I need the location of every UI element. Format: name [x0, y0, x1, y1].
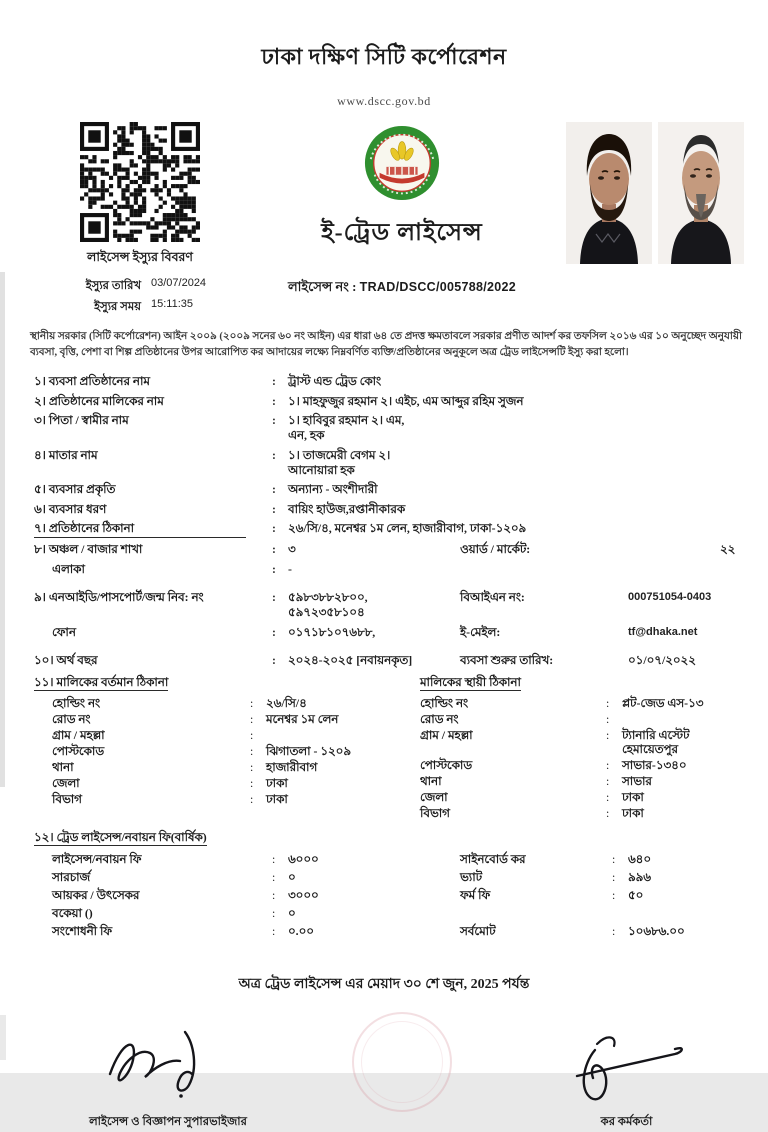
current-address-table	[34, 673, 420, 822]
colon: :	[272, 542, 276, 557]
field-num: ১০।	[34, 652, 54, 667]
field-num: ৫।	[34, 482, 46, 497]
supervisor-signature-caption: লাইসেন্স ও বিজ্ঞাপন সুপারভাইজার	[89, 1115, 247, 1128]
dscc-seal-icon	[363, 124, 441, 202]
current-address-title: ১১। মালিকের বর্তমান ঠিকানা	[34, 675, 169, 690]
field-num: ৬।	[34, 501, 46, 516]
colon: :	[352, 279, 357, 294]
colon: :	[272, 412, 276, 427]
field-num: ৩।	[34, 412, 46, 427]
address-row: গ্রাম / মহল্লা : ট্যানারি এস্টেট হেমায়েতপুর	[420, 727, 690, 757]
owner-photo-2	[658, 122, 744, 264]
round-stamp	[352, 1012, 452, 1112]
ward-market-value: ২২	[720, 542, 736, 557]
field-label: অঞ্চল / বাজার শাখা	[48, 542, 143, 557]
address-row: গ্রাম / মহল্লা :	[52, 727, 254, 742]
field-num: ৮।	[34, 542, 46, 557]
permanent-address-table	[420, 673, 744, 822]
address-row: হোল্ডিং নং : প্লট-জেড এস-১৩	[420, 696, 704, 711]
field-father-husband-name	[34, 413, 744, 444]
field-label: ব্যবসার প্রকৃতি	[48, 482, 116, 497]
fee-row-surcharge: সারচার্জ : ০ ভ্যাট : ৯৯৬	[52, 869, 651, 884]
field-label: ব্যবসার ধরণ	[48, 501, 107, 516]
field-business-nature	[34, 482, 744, 497]
nid-value-line2: ৫৯৭২৩৫৮১০৪	[288, 605, 365, 620]
supervisor-signature-block	[58, 1018, 278, 1132]
field-num: ২।	[34, 393, 46, 408]
colon: :	[272, 482, 276, 497]
field-label: অর্থ বছর	[56, 652, 98, 667]
colon: :	[272, 624, 276, 639]
field-value-line1: ১। তাজমেরী বেগম ২।	[288, 447, 391, 462]
issue-details-title: লাইসেন্স ইস্যুর বিবরণ	[87, 250, 193, 264]
colon: :	[272, 520, 276, 535]
business-start-value: ০১/০৭/২০২২	[628, 652, 696, 667]
tax-officer-signature-block	[539, 1018, 714, 1132]
owner-photos	[566, 122, 744, 264]
supervisor-signature-icon	[88, 1018, 248, 1106]
issue-time-label: ইস্যুর সময়	[94, 301, 141, 313]
issue-date-time	[49, 277, 231, 317]
address-row: থানা : হাজারীবাগ	[52, 759, 318, 774]
signature-row	[0, 1018, 768, 1132]
field-org-address	[34, 521, 744, 538]
address-row: রোড নং : মনেশ্বর ১ম লেন	[52, 712, 339, 727]
zone-value: ৩	[288, 542, 296, 557]
field-value-line1: ১। হাবিবুর রহমান ২। এম,	[288, 412, 405, 427]
phone-value: ০১৭১৮১০৭৬৮৮,	[288, 624, 376, 639]
address-row: রোড নং :	[420, 712, 610, 727]
address-row: জেলা : ঢাকা	[52, 775, 288, 790]
field-label: প্রতিষ্ঠানের মালিকের নাম	[48, 393, 164, 408]
phone-label: ফোন	[52, 624, 76, 639]
field-business-type	[34, 502, 744, 517]
fiscal-year-value: ২০২৪-২০২৫ [নবায়নকৃত]	[288, 652, 413, 667]
organization-title: ঢাকা দক্ষিণ সিটি কর্পোরেশন	[261, 44, 507, 69]
spacer	[34, 581, 744, 590]
address-row: পোস্টকোড : ঝিগাতলা - ১২০৯	[52, 743, 351, 758]
field-label: প্রতিষ্ঠানের ঠিকানা	[48, 520, 135, 535]
field-label: পিতা / স্বামীর নাম	[48, 412, 129, 427]
area-label: এলাকা	[52, 561, 85, 576]
business-start-label: ব্যবসা শুরুর তারিখ:	[460, 652, 554, 667]
field-value: ১। মাহফুজুর রহমান ২। এইচ, এম আব্দুর রহিম সুজন	[288, 393, 524, 408]
address-row: হোল্ডিং নং : ২৬/সি/৪	[52, 696, 307, 711]
field-value-line2: আনোয়ারা হক	[288, 462, 355, 477]
document-title: ই-ট্রেড লাইসেন্স	[321, 220, 483, 246]
address-row: থানা : সাভার	[420, 774, 652, 789]
field-business-name	[34, 374, 744, 389]
field-num: ১।	[34, 374, 46, 389]
permanent-address-title: মালিকের স্থায়ী ঠিকানা	[420, 675, 521, 690]
colon: :	[272, 447, 276, 462]
field-phone-email	[34, 625, 744, 640]
issue-details-block	[42, 122, 238, 317]
issue-date-label: ইস্যুর তারিখ	[85, 280, 141, 292]
field-fiscal-year	[34, 653, 744, 668]
field-num: ৯।	[34, 589, 46, 604]
email-value: tf@dhaka.net	[628, 625, 698, 638]
field-zone-ward	[34, 542, 744, 557]
scan-artifact	[0, 272, 5, 787]
field-num: ৪।	[34, 447, 46, 462]
field-area	[34, 562, 744, 577]
qr-code-icon	[80, 122, 200, 242]
colon: :	[272, 652, 276, 667]
issue-date-value: 03/07/2024	[151, 277, 207, 289]
license-number-value: TRAD/DSCC/005788/2022	[359, 280, 517, 294]
fees-section-title: ১২। ট্রেড লাইসেন্স/নবায়ন ফি(বার্ষিক)	[34, 829, 207, 844]
owner-addresses	[34, 673, 744, 822]
fee-row-arrears: বকেয়া () : ০	[52, 905, 296, 920]
colon: :	[272, 393, 276, 408]
field-owner-name	[34, 394, 744, 409]
fee-row-income-tax: আয়কর / উৎসেকর : ৩০০০ ফর্ম ফি : ৫০	[52, 887, 644, 902]
address-row: বিভাগ : ঢাকা	[52, 791, 288, 806]
colon: :	[272, 589, 276, 604]
ward-market-label: ওয়ার্ড / মার্কেট:	[460, 542, 531, 557]
field-value: বায়িং হাউজ,রপ্তানীকারক	[288, 501, 406, 516]
field-value-line2: এন, হক	[288, 428, 325, 443]
field-label: এনআইডি/পাসপোর্ট/জন্ম নিব: নং	[48, 589, 204, 604]
owner-photo-1	[566, 122, 652, 264]
license-title-block	[238, 122, 566, 299]
bin-value: 000751054-0403	[628, 590, 712, 603]
field-value: অন্যান্য - অংশীদারী	[288, 482, 378, 497]
field-num: ৭।	[34, 520, 46, 535]
license-fields	[34, 374, 744, 939]
address-row: পোস্টকোড : সাভার-১৩৪০	[420, 758, 687, 773]
legal-preamble: স্থানীয় সরকার (সিটি কর্পোরেশন) আইন ২০০৯ (২০০৯ সনের ৬০ নং আইন) এর ধারা ৬৪ তে প্রদত্ত ক্ষমতাবলে সরকার প্রণীত আদর্শ কর তফসিল ২০১৬ এর ১০ অনুচ্ছেদ অনুযায়ী ব্যবসা, বৃত্তি, পেশা বা শিল্প প্রতিষ্ঠানের উপর আরোপিত কর আদায়ের লক্ষ্যে নিম্নবর্ণিত ব্যক্তি/প্রতিষ্ঠানের অনুকূলে অত্র ট্রেড লাইসেন্সটি ইস্যু করা হলো।	[30, 331, 742, 359]
area-value: -	[288, 561, 292, 576]
colon: :	[272, 561, 276, 576]
address-row: বিভাগ : ঢাকা	[420, 805, 644, 820]
fee-row-amendment-total: সংশোধনী ফি : ০.০০ সর্বমোট : ১০৬৮৬.০০	[52, 924, 685, 939]
email-label: ই-মেইল:	[460, 624, 501, 639]
field-value: ২৬/সি/৪, মনেশ্বর ১ম লেন, হাজারীবাগ, ঢাকা-১২০৯	[288, 520, 527, 535]
validity-statement: অত্র ট্রেড লাইসেন্স এর মেয়াদ ৩০ শে জুন, 2025 পর্যন্ত	[238, 976, 530, 992]
document-header-row	[0, 109, 768, 317]
fee-row-license: লাইসেন্স/নবায়ন ফি : ৬০০০ সাইনবোর্ড কর : ৬৪০	[52, 851, 651, 866]
field-mother-name	[34, 448, 744, 479]
tax-officer-signature-icon	[557, 1024, 697, 1106]
field-label: ব্যবসা প্রতিষ্ঠানের নাম	[48, 374, 150, 389]
field-nid-bin	[34, 590, 744, 621]
nid-value-line1: ৫৯৮৩৮৮২৮০০,	[288, 589, 368, 604]
issue-time-value: 15:11:35	[151, 298, 194, 310]
license-number-line	[238, 278, 566, 299]
license-number-label: লাইসেন্স নং	[287, 279, 349, 294]
field-label: মাতার নাম	[48, 447, 98, 462]
spacer	[34, 644, 744, 653]
organization-website: www.dscc.gov.bd	[337, 94, 431, 108]
colon: :	[272, 374, 276, 389]
colon: :	[272, 501, 276, 516]
tax-officer-signature-caption: কর কর্মকর্তা	[600, 1115, 653, 1128]
address-row: জেলা : ঢাকা	[420, 790, 644, 805]
bin-label: বিআইএন নং:	[460, 589, 525, 604]
field-value: ট্রাস্ট এন্ড ট্রেড কোং	[288, 374, 382, 389]
